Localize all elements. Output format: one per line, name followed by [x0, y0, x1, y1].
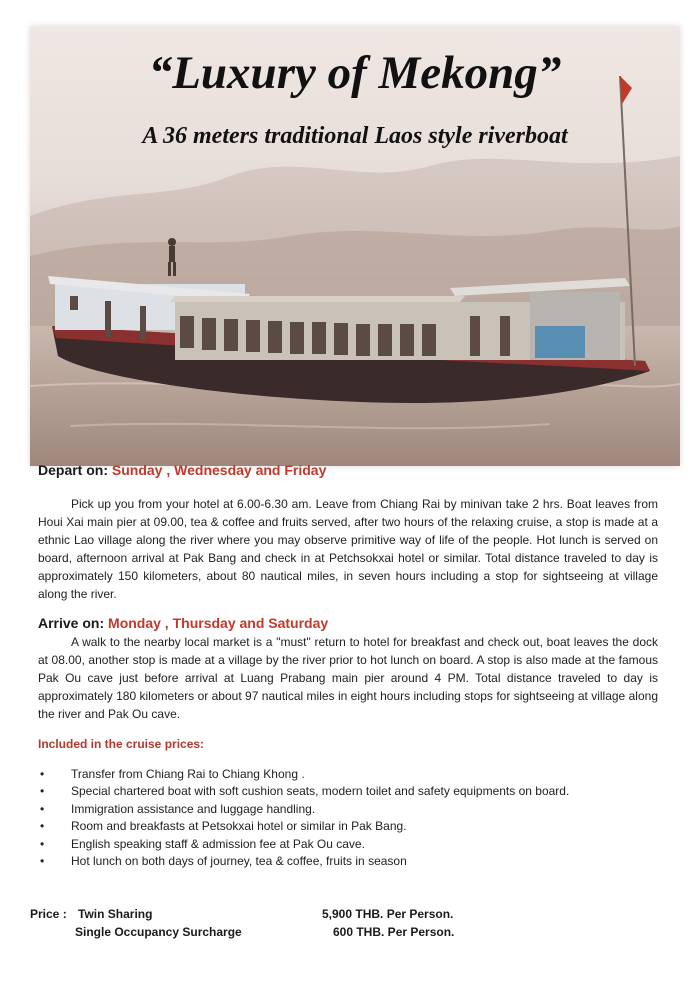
- bullet-icon: •: [40, 836, 45, 851]
- list-item: • Immigration assistance and luggage handling.: [38, 801, 569, 818]
- hero-photo: [30, 26, 680, 466]
- page-subtitle: A 36 meters traditional Laos style riverboat: [142, 123, 568, 149]
- arrive-heading: Arrive on: Monday , Thursday and Saturday: [38, 615, 329, 631]
- arrive-label: Arrive on: [38, 615, 100, 631]
- bullet-icon: •: [40, 801, 45, 816]
- arrive-days: Monday , Thursday and Saturday: [108, 615, 329, 631]
- bullet-icon: •: [40, 819, 45, 834]
- page-title: “Luxury of Mekong”: [148, 47, 562, 99]
- arrive-description: A walk to the nearby local market is a "must" return to hotel for breakfast and check out, boat leaves the dock at 08.00, another stop is made at a village by the river prior to hot lunch on board. A stop is also made at the famous Pak Ou cave just before arrival at Luang Prabang main pier around 4 PM. Total distance traveled to day is approximately 180 kilometers or about 97 nautical miles in eight hours including stops for sightseeing at village along the river and Pak Ou cave.: [38, 635, 658, 721]
- list-item: • Transfer from Chiang Rai to Chiang Khong .: [38, 766, 569, 783]
- depart-label: Depart on: [38, 462, 104, 478]
- depart-description: Pick up you from your hotel at 6.00-6.30 am. Leave from Chiang Rai by minivan take 2 hrs. Boat leaves from Houi Xai main pier at 09.00, tea & coffee and fruits served, after two hours of the relaxing cruise, a stop is made at a ethnic Lao village along the river where you may observe primitive way of life of the people. Hot lunch is served on board, afternoon arrival at Pak Bang and check in at Petchsokxai hotel or similar. Total distance traveled to day is approximately 150 kilometers, about 80 nautical miles, in seven hours including a stop for sightseeing at village along the river.: [38, 497, 658, 601]
- bullet-icon: •: [40, 767, 45, 781]
- bullet-icon: •: [40, 784, 45, 799]
- price-row-name: Twin Sharing: [78, 907, 153, 921]
- depart-days: Sunday , Wednesday and Friday: [111, 462, 327, 478]
- price-row-amount: 600 THB. Per Person.: [333, 925, 455, 939]
- price-row-name: Single Occupancy Surcharge: [75, 925, 242, 939]
- price-row-amount: 5,900 THB. Per Person.: [322, 907, 454, 921]
- list-item: • Hot lunch on both days of journey, tea & coffee, fruits in season: [38, 853, 569, 870]
- list-item: • Room and breakfasts at Petsokxai hotel or similar in Pak Bang.: [38, 818, 569, 835]
- list-item: • Special chartered boat with soft cushion seats, modern toilet and safety equipments on board.: [38, 783, 569, 800]
- included-list: [38, 766, 569, 870]
- included-heading: Included in the cruise prices:: [38, 737, 205, 751]
- list-item: • English speaking staff & admission fee at Pak Ou cave.: [38, 836, 569, 853]
- bullet-icon: •: [40, 853, 45, 868]
- price-label: Price :: [30, 907, 67, 921]
- depart-heading: Depart on: Sunday , Wednesday and Friday: [38, 462, 327, 478]
